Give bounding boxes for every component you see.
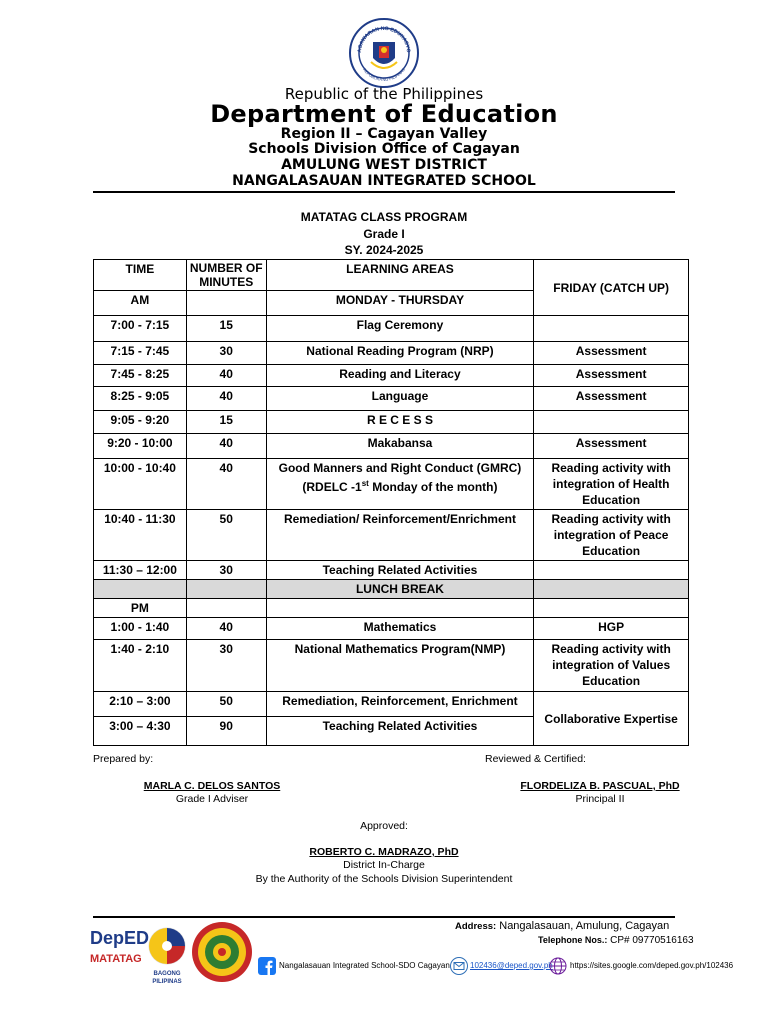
region-heading: Region II – Cagayan Valley [280, 126, 488, 142]
table-row [94, 618, 689, 640]
row-friday: Assessment [534, 342, 689, 365]
lunch-blank [94, 580, 187, 599]
pm-blank [266, 599, 534, 618]
program-title: MATATAG CLASS PROGRAM [300, 210, 468, 224]
email-link[interactable]: 102436@deped.gov.ph [470, 961, 553, 970]
header-blank [186, 291, 266, 316]
table-row [94, 411, 689, 434]
header-mon-thu: MONDAY - THURSDAY [266, 291, 534, 316]
schedule-table [93, 259, 689, 746]
row-area-line2-text: Monday of the month) [368, 480, 498, 494]
pm-blank [186, 599, 266, 618]
district-heading: AMULUNG WEST DISTRICT [281, 157, 487, 173]
facebook-page-text: Nangalasauan Integrated School-SDO Cagayan [279, 961, 450, 970]
row-time: 7:45 - 8:25 [94, 365, 187, 387]
row-friday [534, 316, 689, 342]
reviewed-name: FLORDELIZA B. PASCUAL, PhD [520, 780, 680, 792]
table-row [94, 342, 689, 365]
row-area: Remediation/ Reinforcement/Enrichment [266, 510, 534, 561]
program-sy: SY. 2024-2025 [344, 243, 424, 257]
row-time: 8:25 - 9:05 [94, 387, 187, 411]
lunch-row [94, 580, 689, 599]
reviewed-title: Principal II [575, 793, 625, 805]
row-area-line1: Good Manners and Right Conduct (GMRC) [278, 461, 522, 475]
row-friday: Reading activity with integration of Values Education [534, 640, 689, 692]
table-row [94, 561, 689, 580]
row-area: R E C E S S [266, 411, 534, 434]
prepared-by-label: Prepared by: [93, 753, 154, 765]
row-friday: Assessment [534, 365, 689, 387]
row-minutes: 30 [186, 561, 266, 580]
approved-authority: By the Authority of the Schools Division Superintendent [255, 873, 513, 885]
phone-line [538, 935, 694, 946]
prepared-name: MARLA C. DELOS SANTOS [143, 780, 281, 792]
reviewed-label: Reviewed & Certified: [485, 753, 586, 765]
table-row [94, 459, 689, 510]
deped-logo-text: DepED [90, 928, 150, 948]
row-time: 1:00 - 1:40 [94, 618, 187, 640]
row-friday [534, 561, 689, 580]
approved-title: District In-Charge [343, 859, 425, 871]
table-row [94, 316, 689, 342]
row-minutes: 15 [186, 411, 266, 434]
row-area-line2 [269, 476, 532, 495]
prepared-title: Grade I Adviser [175, 793, 249, 805]
row-friday: Reading activity with integration of Health Education [534, 459, 689, 510]
row-time: 10:40 - 11:30 [94, 510, 187, 561]
row-friday: Reading activity with integration of Peace Education [534, 510, 689, 561]
row-area: Language [266, 387, 534, 411]
pm-label: PM [94, 599, 187, 618]
row-area: Mathematics [266, 618, 534, 640]
row-time: 3:00 – 4:30 [94, 717, 187, 746]
row-area-line2-text: (RDELC -1 [302, 480, 362, 494]
address-line [455, 920, 669, 932]
row-area: National Reading Program (NRP) [266, 342, 534, 365]
row-minutes: 40 [186, 365, 266, 387]
lunch-break-label: LUNCH BREAK [266, 580, 534, 599]
bagong-pilipinas-text: BAGONG PILIPINAS [152, 971, 182, 985]
table-row [94, 365, 689, 387]
row-friday: HGP [534, 618, 689, 640]
phone-value: CP# 09770516163 [610, 935, 694, 946]
table-row [94, 434, 689, 459]
header-time: TIME [94, 260, 187, 291]
pm-blank [534, 599, 689, 618]
row-time: 7:15 - 7:45 [94, 342, 187, 365]
footer-divider [93, 916, 675, 918]
row-area: Flag Ceremony [266, 316, 534, 342]
matatag-logo-text: MATATAG [90, 953, 142, 965]
approved-label: Approved: [360, 820, 408, 832]
facebook-icon [258, 957, 276, 975]
row-area: Teaching Related Activities [266, 717, 534, 746]
approved-name: ROBERTO C. MADRAZO, PhD [309, 846, 459, 858]
row-time: 1:40 - 2:10 [94, 640, 187, 692]
lunch-blank [534, 580, 689, 599]
phone-label: Telephone Nos.: [538, 935, 608, 945]
table-row [94, 387, 689, 411]
header-friday: FRIDAY (CATCH UP) [534, 260, 689, 316]
table-row [94, 692, 689, 717]
deped-matatag-logo [90, 928, 150, 976]
globe-icon [549, 957, 567, 975]
department-heading: Department of Education [210, 100, 558, 128]
row-friday: Assessment [534, 434, 689, 459]
table-row [94, 640, 689, 692]
row-area: National Mathematics Program(NMP) [266, 640, 534, 692]
lunch-blank [186, 580, 266, 599]
address-label: Address: [455, 921, 497, 932]
row-minutes: 30 [186, 640, 266, 692]
bagong-pilipinas-icon [145, 926, 189, 966]
deped-seal-icon [349, 18, 419, 88]
table-header-row [94, 260, 689, 291]
row-friday: Assessment [534, 387, 689, 411]
row-area: Teaching Related Activities [266, 561, 534, 580]
row-minutes: 40 [186, 618, 266, 640]
row-minutes: 15 [186, 316, 266, 342]
svg-text:KAGAWARAN NG EDUKASYON: AGAWARAN NG EDUKASYO [356, 25, 412, 53]
row-time: 9:20 - 10:00 [94, 434, 187, 459]
row-area [266, 459, 534, 510]
row-friday [534, 411, 689, 434]
row-area: Reading and Literacy [266, 365, 534, 387]
svg-text:REPUBLIKA NG PILIPINAS: REPUBLIKA NG PILIPINAS [362, 67, 406, 82]
header-learning-areas: LEARNING AREAS [266, 260, 534, 291]
program-grade: Grade I [363, 227, 405, 241]
row-minutes: 40 [186, 434, 266, 459]
division-heading: Schools Division Office of Cagayan [248, 141, 520, 157]
bagong-pilipinas-logo [145, 926, 189, 985]
row-minutes: 40 [186, 459, 266, 510]
row-time: 11:30 – 12:00 [94, 561, 187, 580]
website-link[interactable]: https://sites.google.com/deped.gov.ph/102436 [570, 961, 734, 970]
header-am: AM [94, 291, 187, 316]
school-seal-icon [190, 921, 254, 983]
collaborative-expertise-cell: Collaborative Expertise [534, 692, 689, 746]
republic-heading: Republic of the Philippines [284, 85, 484, 103]
address-value: Nangalasauan, Amulung, Cagayan [499, 920, 670, 932]
header-minutes: NUMBER OF MINUTES [186, 260, 266, 291]
email-icon [450, 957, 468, 975]
row-minutes: 30 [186, 342, 266, 365]
school-heading: NANGALASAUAN INTEGRATED SCHOOL [232, 173, 536, 189]
row-minutes: 50 [186, 510, 266, 561]
row-time: 9:05 - 9:20 [94, 411, 187, 434]
pm-row [94, 599, 689, 618]
row-area-superscript: st [361, 479, 369, 488]
row-minutes: 90 [186, 717, 266, 746]
row-area: Remediation, Reinforcement, Enrichment [266, 692, 534, 717]
row-time: 7:00 - 7:15 [94, 316, 187, 342]
row-area: Makabansa [266, 434, 534, 459]
row-minutes: 40 [186, 387, 266, 411]
row-minutes: 50 [186, 692, 266, 717]
header-divider [93, 191, 675, 193]
table-row [94, 510, 689, 561]
row-time: 2:10 – 3:00 [94, 692, 187, 717]
row-time: 10:00 - 10:40 [94, 459, 187, 510]
